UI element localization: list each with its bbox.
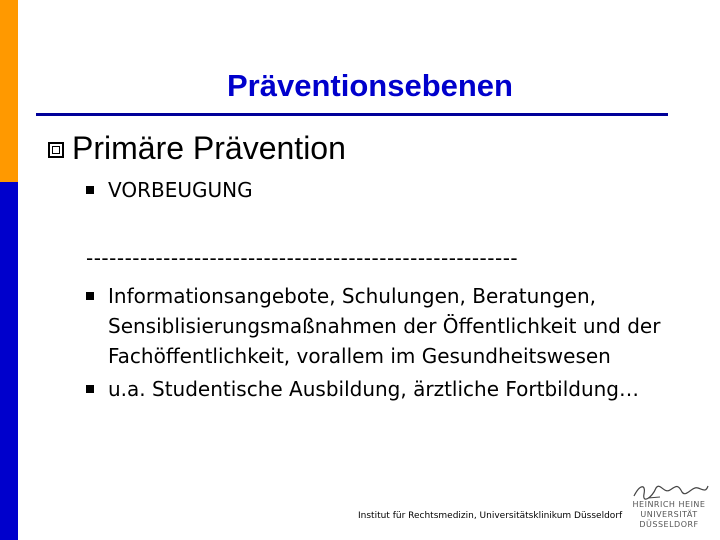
logo-line: HEINRICH HEINE [632, 500, 706, 509]
signature-icon [630, 480, 710, 502]
hollow-square-bullet-icon [48, 142, 64, 158]
list-item-text: Informationsangebote, Schulungen, Beratungen, Sensiblisierungsmaßnahmen der Öffentlichkeit und der Fachöffentlichkeit, vorallem im Gesundheitswesen [108, 284, 661, 368]
list-item-text: u.a. Studentische Ausbildung, ärztliche Fortbildung… [108, 377, 639, 401]
slide-title: Präventionsebenen [227, 68, 513, 103]
list-item [86, 374, 676, 404]
list-item-text: VORBEUGUNG [108, 178, 253, 202]
footer-institution: Institut für Rechtsmedizin, Universitätsklinikum Düsseldorf [358, 511, 623, 521]
logo-line: DÜSSELDORF [639, 520, 699, 529]
dashed-separator: -------------------------------------------------------- [86, 246, 519, 270]
square-bullet-icon [86, 186, 94, 194]
logo-line: UNIVERSITÄT [640, 510, 698, 519]
sidebar-orange-bar [0, 0, 18, 182]
heading-text: Primäre Prävention [72, 130, 346, 166]
square-bullet-icon [86, 385, 94, 393]
university-logo [622, 480, 714, 532]
heading-row [48, 128, 346, 168]
sidebar-blue-bar [0, 182, 18, 540]
square-bullet-icon [86, 292, 94, 300]
bullet-list [86, 281, 676, 404]
list-item-vorbeugung [86, 175, 253, 205]
list-item [86, 281, 676, 371]
title-underline [36, 113, 668, 116]
